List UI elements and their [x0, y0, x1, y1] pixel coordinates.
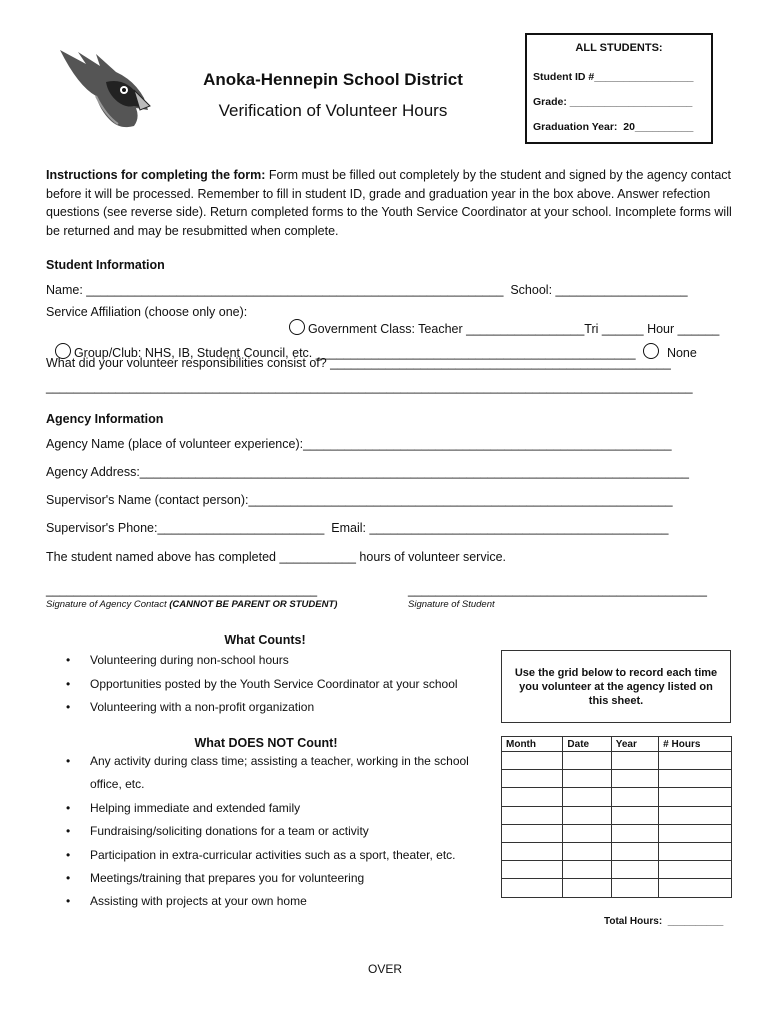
grid-cell[interactable] [502, 861, 563, 879]
table-row [502, 824, 732, 842]
grid-cell[interactable] [502, 842, 563, 860]
grid-cell[interactable] [611, 752, 658, 770]
list-item: • Assisting with projects at your own home [66, 890, 478, 913]
list-item: • Helping immediate and extended family [66, 797, 478, 820]
grid-cell[interactable] [502, 806, 563, 824]
student-signature-label: Signature of Student [408, 599, 495, 610]
column-header-date: Date [563, 737, 611, 752]
student-id-field[interactable]: Student ID #_________________ [533, 71, 694, 83]
graduation-year-field[interactable]: Graduation Year: 20__________ [533, 121, 694, 133]
grid-cell[interactable] [563, 752, 611, 770]
grid-cell[interactable] [611, 806, 658, 824]
grid-cell[interactable] [611, 788, 658, 806]
form-subtitle: Verification of Volunteer Hours [218, 101, 448, 120]
list-item: • Volunteering with a non-profit organization [66, 696, 486, 720]
all-students-box [525, 33, 713, 144]
grid-instructions-box: Use the grid below to record each time you volunteer at the agency listed on this sheet. [501, 650, 731, 723]
list-item: • Meetings/training that prepares you for volunteering [66, 867, 478, 890]
grid-cell[interactable] [659, 824, 732, 842]
table-row [502, 879, 732, 897]
list-item: • Opportunities posted by the Youth Service Coordinator at your school [66, 673, 486, 697]
all-students-heading: ALL STUDENTS: [575, 42, 663, 54]
column-header-year: Year [611, 737, 658, 752]
table-row [502, 770, 732, 788]
agency-signature-note: (CANNOT BE PARENT OR STUDENT) [169, 599, 338, 610]
grid-cell[interactable] [659, 842, 732, 860]
grid-cell[interactable] [563, 788, 611, 806]
grid-cell[interactable] [563, 861, 611, 879]
responsibilities-field[interactable]: What did your volunteer responsibilities consist of? _________________________________________________ [46, 356, 671, 370]
table-row [502, 861, 732, 879]
grid-cell[interactable] [659, 788, 732, 806]
grid-cell[interactable] [659, 752, 732, 770]
what-counts-heading: What Counts! [224, 633, 306, 647]
grid-cell[interactable] [502, 788, 563, 806]
grid-cell[interactable] [563, 824, 611, 842]
grid-cell[interactable] [563, 879, 611, 897]
column-header-month: Month [502, 737, 563, 752]
agency-signature-caption [46, 599, 337, 610]
grid-cell[interactable] [611, 770, 658, 788]
grid-cell[interactable] [502, 752, 563, 770]
name-school-field[interactable]: Name: ____________________________________________________________ School: ___________________ [46, 283, 688, 297]
grid-cell[interactable] [502, 824, 563, 842]
government-option-label: Government Class: Teacher _________________Tri ______ Hour ______ [307, 322, 720, 336]
grid-cell[interactable] [659, 879, 732, 897]
student-info-heading: Student Information [46, 258, 165, 272]
instructions-label: Instructions for completing the form: [46, 168, 266, 182]
list-item: • Fundraising/soliciting donations for a team or activity [66, 820, 478, 843]
instructions-text: Form must be filled out completely by the student and signed by the agency contact before it will be processed. Remember to fill in student ID, grade and graduation year in the box above. Answer refection questions (see reverse side). Return completed forms to the Youth Service Coordinator at your school. Incomplete forms will be returned and may be resubmitted when complete. [46, 168, 732, 238]
what-not-counts-heading: What DOES NOT Count! [194, 736, 338, 750]
grid-cell[interactable] [563, 806, 611, 824]
grid-cell[interactable] [563, 770, 611, 788]
agency-signature-line[interactable]: _______________________________________ [46, 583, 318, 597]
affiliation-label: Service Affiliation (choose only one): [46, 305, 248, 319]
grid-cell[interactable] [563, 842, 611, 860]
grid-cell[interactable] [611, 824, 658, 842]
hours-completed-field[interactable]: The student named above has completed ___________ hours of volunteer service. [46, 550, 507, 564]
grade-field[interactable]: Grade: _____________________ [533, 96, 693, 108]
total-hours-field[interactable]: Total Hours: __________ [604, 916, 724, 927]
agency-signature-label: Signature of Agency Contact [46, 599, 170, 610]
responsibilities-blank-line[interactable]: _____________________________________________________________________________________________ [46, 380, 693, 394]
table-row [502, 842, 732, 860]
what-not-counts-list [66, 750, 478, 914]
list-item: • Volunteering during non-school hours [66, 649, 486, 673]
over-label: OVER [367, 962, 402, 976]
grid-cell[interactable] [611, 879, 658, 897]
grid-cell[interactable] [611, 842, 658, 860]
what-counts-list [66, 649, 486, 720]
district-title: Anoka-Hennepin School District [203, 70, 463, 89]
agency-info-heading: Agency Information [46, 412, 164, 426]
none-option-label: None [666, 346, 697, 360]
grid-cell[interactable] [611, 861, 658, 879]
student-signature-line[interactable]: ___________________________________________ [408, 583, 707, 597]
list-item: • Any activity during class time; assisting a teacher, working in the school office, etc. [66, 750, 478, 797]
agency-address-field[interactable]: Agency Address:_______________________________________________________________________________ [46, 465, 690, 479]
group-option-label: Group/Club: NHS, IB, Student Council, etc. ______________________________________________ [73, 346, 636, 360]
instructions-paragraph [46, 166, 736, 240]
grid-header-row [502, 737, 732, 752]
table-row [502, 752, 732, 770]
table-row [502, 806, 732, 824]
agency-name-field[interactable]: Agency Name (place of volunteer experience):_____________________________________________________ [46, 437, 672, 451]
grid-cell[interactable] [659, 861, 732, 879]
supervisor-phone-email-field[interactable]: Supervisor's Phone:________________________ Email: ___________________________________________ [46, 521, 669, 535]
grid-cell[interactable] [659, 770, 732, 788]
supervisor-name-field[interactable]: Supervisor's Name (contact person):_____________________________________________________________ [46, 493, 673, 507]
table-row [502, 788, 732, 806]
grid-cell[interactable] [659, 806, 732, 824]
column-header-hours: # Hours [659, 737, 732, 752]
grid-cell[interactable] [502, 879, 563, 897]
grid-cell[interactable] [502, 770, 563, 788]
list-item: • Participation in extra-curricular activities such as a sport, theater, etc. [66, 844, 478, 867]
volunteer-hours-grid [501, 736, 732, 898]
